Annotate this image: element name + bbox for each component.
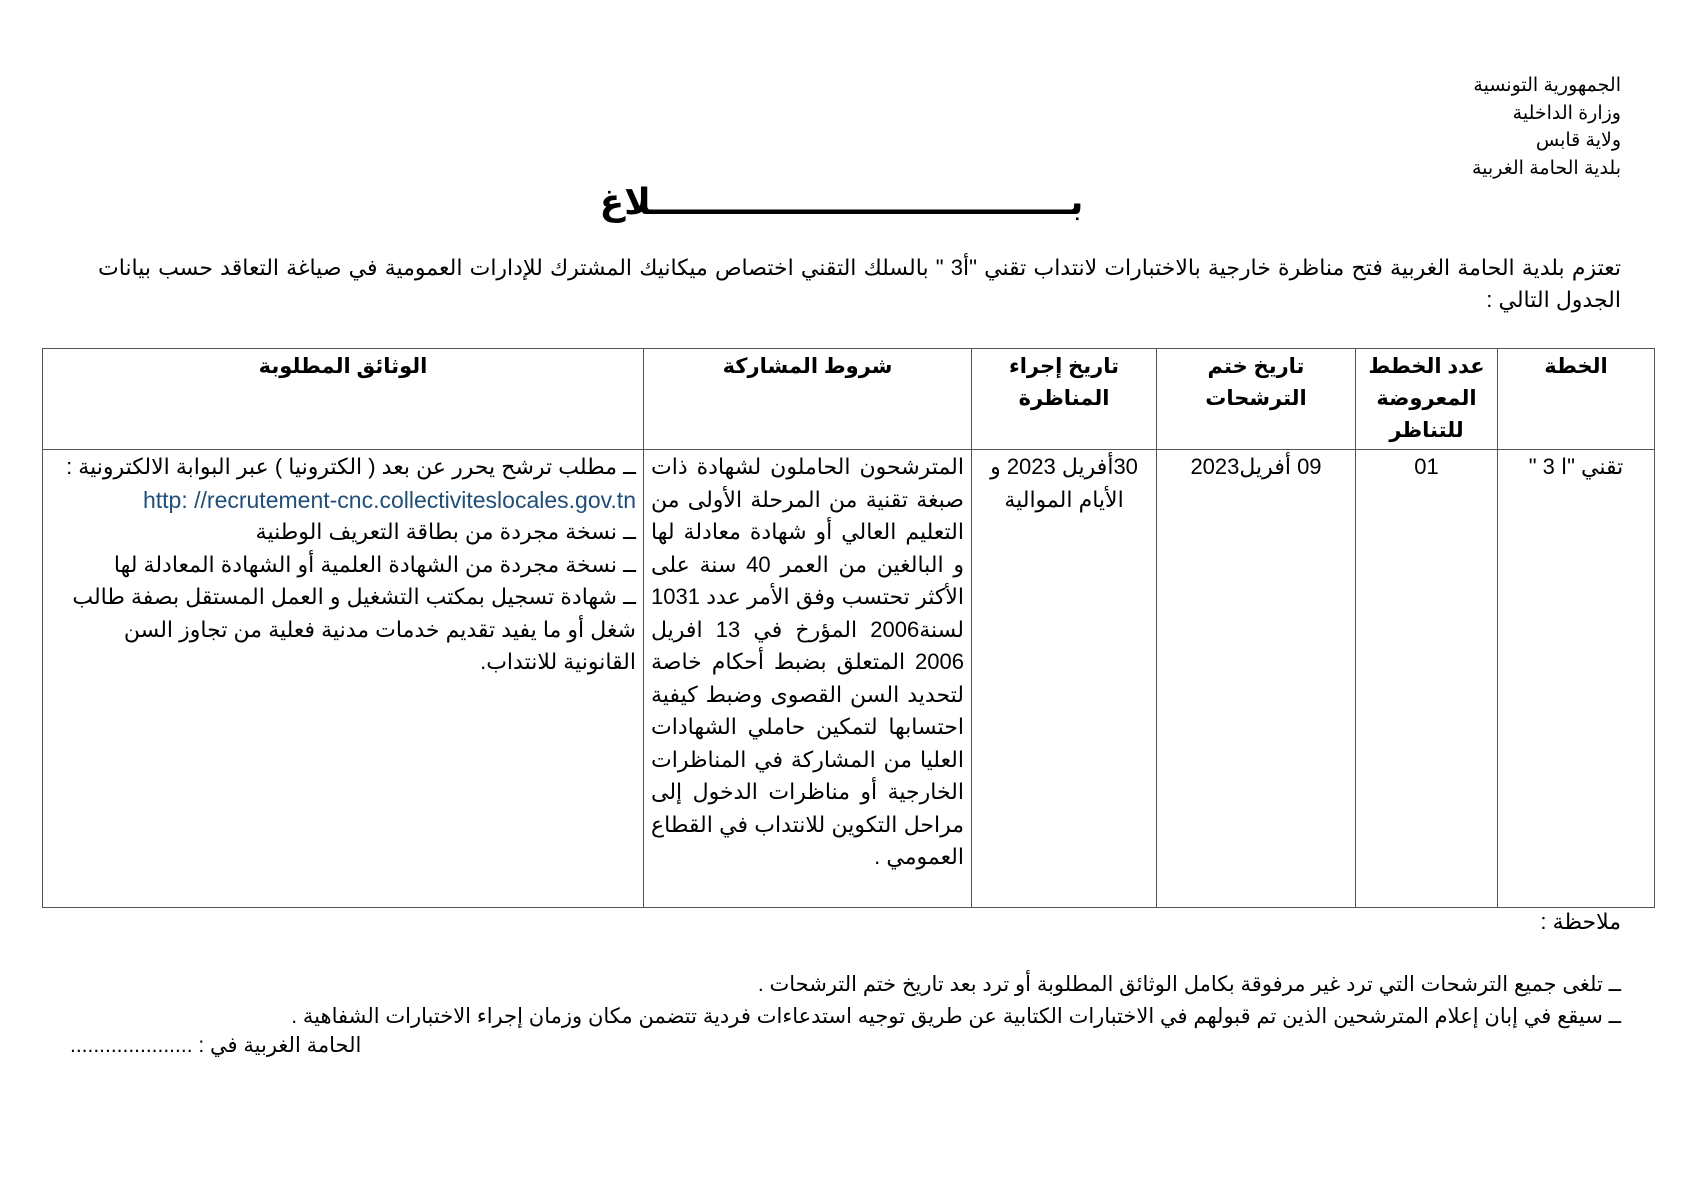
signature-line: الحامة الغربية في : ..................... — [70, 1034, 362, 1057]
table-header-row — [43, 349, 1655, 450]
cell-exam-date: 30أفريل 2023 و الأيام الموالية — [972, 450, 1157, 908]
portal-link[interactable]: http: //recrutement-cnc.collectiviteslocales.gov.tn — [142, 486, 636, 513]
note-item-convocation: ــ سيقع في إبان إعلام المترشحين الذين تم قبولهم في الاختبارات الكتابية عن طريق توجيه استدعاءات فردية تتضمن مكان وزمان إجراء الاختبارات الشفاهية . — [291, 1005, 1621, 1028]
letterhead-municipality: بلدية الحامة الغربية — [1472, 157, 1621, 179]
header-plan: الخطة — [1498, 349, 1655, 450]
letterhead — [1021, 72, 1621, 182]
letterhead-ministry: وزارة الداخلية — [1512, 102, 1621, 124]
document-item-diploma-copy: ــ نسخة مجردة من الشهادة العلمية أو الشهادة المعادلة لها — [113, 551, 636, 577]
header-documents: الوثائق المطلوبة — [43, 349, 644, 450]
note-item-rejection: ــ تلغى جميع الترشحات التي ترد غير مرفوقة بكامل الوثائق المطلوبة أو ترد بعد تاريخ ختم الترشحات . — [757, 973, 1621, 996]
header-count: عدد الخطط المعروضة للتناظر — [1356, 349, 1498, 450]
letterhead-governorate: ولاية قابس — [1535, 130, 1621, 151]
competition-table — [42, 348, 1655, 908]
competition-table-wrap — [43, 348, 1655, 908]
cell-documents — [43, 450, 644, 908]
table-row — [43, 450, 1655, 908]
note-label: ملاحظة : — [1540, 909, 1621, 934]
header-conditions: شروط المشاركة — [644, 349, 972, 450]
cell-plan: تقني "ا 3 " — [1498, 450, 1655, 908]
document-item-id-copy: ــ نسخة مجردة من بطاقة التعريف الوطنية — [255, 519, 636, 544]
document-item-employment-certificate: ــ شهادة تسجيل بمكتب التشغيل و العمل المستقل بصفة طالب شغل أو ما يفيد تقديم خدمات مدنية فعلية من تجاوز السن القانونية للانتداب. — [72, 584, 636, 674]
document-item-application: ــ مطلب ترشح يحرر عن بعد ( الكترونيا ) عبر البوابة الالكترونية : — [66, 454, 636, 479]
intro-paragraph: تعتزم بلدية الحامة الغربية فتح مناظرة خارجية بالاختبارات لانتداب تقني "أ3 " بالسلك التقني اختصاص ميكانيك المشترك للإدارات العمومية في صياغة التعاقد حسب بيانات الجدول التالي : — [98, 255, 1621, 312]
letterhead-country: الجمهورية التونسية — [1473, 75, 1621, 96]
header-deadline: تاريخ ختم الترشحات — [1157, 349, 1356, 450]
header-exam-date: تاريخ إجراء المناظرة — [972, 349, 1157, 450]
notes-list — [60, 969, 1621, 1033]
page-title: بــــــــــــــــــــــــــــــــــلاغ — [599, 182, 1084, 223]
cell-conditions: المترشحون الحاملون لشهادة ذات صبغة تقنية من المرحلة الأولى من التعليم العالي أو شهادة معادلة لها و البالغين من العمر 40 سنة على الأكثر تحتسب وفق الأمر عدد 1031 لسنة2006 المؤرخ في 13 افريل 2006 المتعلق بضبط أحكام خاصة لتحديد السن القصوى وضبط كيفية احتسابها لتمكين حاملي الشهادات العليا من المشاركة في المناظرات الخارجية أو مناظرات الدخول إلى مراحل التكوين للانتداب في القطاع العمومي . — [644, 450, 972, 908]
cell-count: 01 — [1356, 450, 1498, 908]
cell-deadline: 09 أفريل2023 — [1157, 450, 1356, 908]
